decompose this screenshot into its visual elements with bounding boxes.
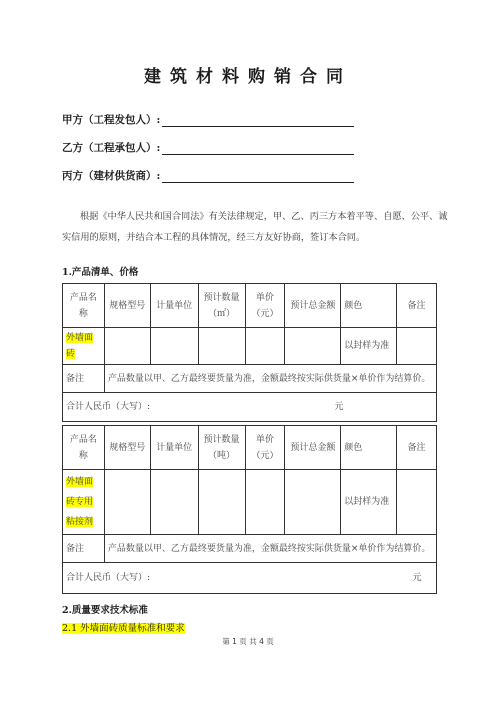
- total-unit: 元: [412, 573, 422, 583]
- product-cell: [63, 328, 105, 365]
- table-header-row: [63, 426, 437, 470]
- col-unit-price: 单价 （元）: [245, 284, 285, 328]
- quantity-cell[interactable]: [198, 470, 245, 535]
- col-product-name: 产品名称: [63, 426, 105, 470]
- party-b-label: 乙方（工程承包人）:: [62, 142, 161, 154]
- col-color: 颜色: [341, 426, 397, 470]
- product-name: 外墙面砖专用粘接剂: [66, 477, 94, 527]
- unit-cell[interactable]: [150, 470, 198, 535]
- col-quantity: 预计数量 （吨）: [198, 426, 245, 470]
- color-cell: 以封样为准: [341, 470, 397, 535]
- note-row: [63, 535, 437, 563]
- remark-cell[interactable]: [397, 470, 437, 535]
- col-spec: 规格型号: [104, 284, 150, 328]
- col-unit: 计量单位: [150, 426, 198, 470]
- party-a-label: 甲方（工程发包人）:: [62, 114, 161, 126]
- total-amount-cell[interactable]: [285, 470, 341, 535]
- col-total-amount: 预计总金额: [285, 426, 341, 470]
- section-2-1-text: 2.1 外墙面砖质量标准和要求: [62, 623, 185, 634]
- col-unit: 计量单位: [150, 284, 198, 328]
- total-label: 合计人民币（大写）:: [66, 573, 151, 583]
- note-text: 产品数量以甲、乙方最终要货量为准，金额最终按实际供货量×单价作为结算价。: [104, 535, 436, 563]
- col-color: 颜色: [341, 284, 397, 328]
- table-row: [63, 470, 437, 535]
- unit-price-cell[interactable]: [245, 328, 285, 365]
- note-text: 产品数量以甲、乙方最终要货量为准，金额最终按实际供货量×单价作为结算价。: [104, 365, 436, 393]
- table-row: [63, 328, 437, 365]
- unit-cell[interactable]: [150, 328, 198, 365]
- section-1-heading: 1.产品清单、价格: [62, 267, 139, 278]
- col-spec: 规格型号: [104, 426, 150, 470]
- col-total-amount: 预计总金额: [285, 284, 341, 328]
- remark-cell[interactable]: [397, 328, 437, 365]
- section-2-heading: 2.质量要求技术标准: [62, 605, 148, 616]
- quantity-cell[interactable]: [198, 328, 245, 365]
- party-a-blank: [162, 116, 354, 127]
- product-cell: [63, 470, 105, 535]
- total-unit: 元: [334, 402, 344, 412]
- price-table-1: [62, 283, 437, 422]
- party-a: [62, 112, 354, 127]
- total-label: 合计人民币（大写）:: [66, 402, 151, 412]
- color-cell: 以封样为准: [341, 328, 397, 365]
- spec-cell[interactable]: [104, 470, 150, 535]
- intro-paragraph: 根据《中华人民共和国合同法》有关法律规定，甲、乙、丙三方本着平等、自愿、公平、诚实信用的原则，并结合本工程的具体情况，经三方友好协商，签订本合同。: [62, 211, 448, 243]
- col-product-name: 产品名称: [63, 284, 105, 328]
- product-name: 外墙面砖: [66, 333, 94, 359]
- party-c-label: 丙方（建材供货商）:: [62, 170, 161, 182]
- note-row: [63, 365, 437, 393]
- spec-cell[interactable]: [104, 328, 150, 365]
- unit-price-cell[interactable]: [245, 470, 285, 535]
- col-unit-price: 单价 （元）: [245, 426, 285, 470]
- document-title: 建筑材料购销合同: [144, 67, 352, 87]
- party-c: [62, 168, 354, 183]
- note-label: 备注: [63, 365, 105, 393]
- total-cell: [63, 393, 437, 422]
- total-cell: [63, 563, 437, 594]
- total-row: [63, 393, 437, 422]
- col-quantity: 预计数量 （㎡）: [198, 284, 245, 328]
- section-2-1-heading: [62, 620, 185, 634]
- party-b: [62, 140, 354, 155]
- col-remark: 备注: [397, 284, 437, 328]
- table-header-row: [63, 284, 437, 328]
- col-remark: 备注: [397, 426, 437, 470]
- total-row: [63, 563, 437, 594]
- party-b-blank: [162, 144, 354, 155]
- price-table-2: [62, 425, 437, 594]
- party-c-blank: [162, 172, 354, 183]
- note-label: 备注: [63, 535, 105, 563]
- total-amount-cell[interactable]: [285, 328, 341, 365]
- page-footer: 第 1 页 共 4 页: [222, 637, 274, 646]
